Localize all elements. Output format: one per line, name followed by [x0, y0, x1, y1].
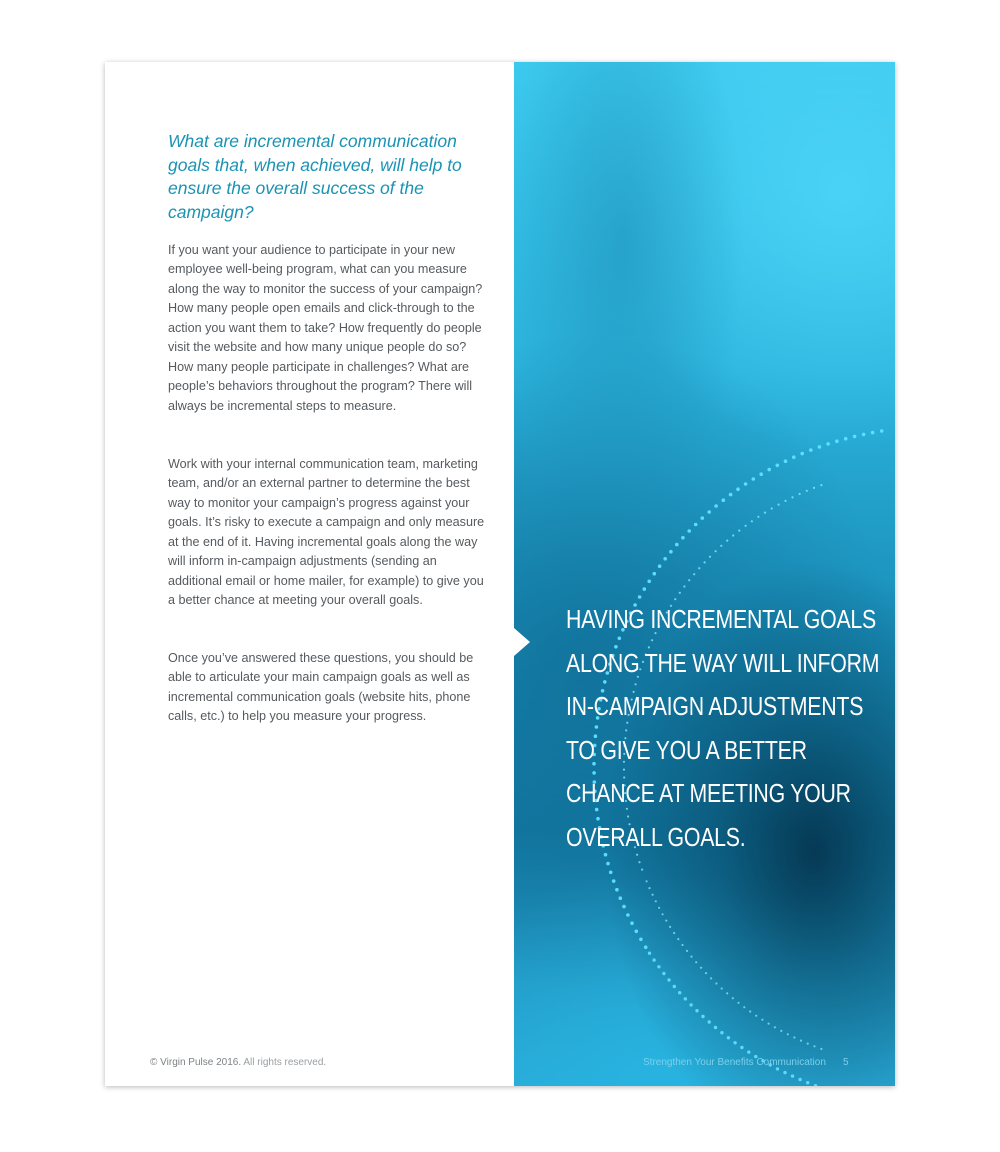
page-number: 5 — [843, 1057, 849, 1068]
text-column — [105, 62, 514, 1086]
pull-quote-line: IN-CAMPAIGN ADJUSTMENTS — [566, 691, 864, 721]
section-question-heading: What are incremental communication goals that, when achieved, will help to ensure the overall success of the campaign? — [168, 131, 462, 222]
dotted-arc-decoration — [514, 62, 895, 1086]
pull-quote-panel — [514, 62, 895, 1086]
pull-quote-line: CHANCE AT MEETING YOUR — [566, 778, 851, 808]
pull-quote-line: ALONG THE WAY WILL INFORM — [566, 647, 880, 678]
body-paragraph-1: If you want your audience to participate in your new employee well-being program, what can you measure along the way to monitor the success of your campaign? How many people open emails and click-through to the action you want them to take? How frequently do people visit the website and how many unique people do so? How many people participate in challenges? What are people’s behaviors throughout the program? There will always be incremental steps to measure. — [168, 243, 483, 413]
body-paragraph-2: Work with your internal communication team, marketing team, and/or an external partner to determine the best way to monitor your campaign’s progress against your goals. It’s risky to execute a campaign and only measure at the end of it. Having incremental goals along the way will inform in-campaign adjustments (sending an additional email or home mailer, for example) to give you a better chance at meeting your overall goals. — [168, 457, 485, 608]
copyright-rights: All rights reserved. — [243, 1057, 327, 1068]
pull-quote — [566, 598, 880, 859]
brochure-page — [105, 62, 895, 1086]
copyright-brand: © Virgin Pulse 2016. — [150, 1057, 242, 1068]
pull-quote-line: HAVING INCREMENTAL GOALS — [566, 604, 877, 634]
pull-quote-line: TO GIVE YOU A BETTER — [566, 734, 807, 765]
copyright-footer — [150, 1057, 326, 1068]
panel-notch-arrow — [514, 628, 530, 656]
document-title-footer: Strengthen Your Benefits Communication — [643, 1057, 826, 1068]
body-paragraph-3: Once you’ve answered these questions, you should be able to articulate your main campaign goals as well as incremental communication goals (website hits, phone calls, etc.) to help you measure your progress. — [168, 651, 474, 724]
pull-quote-line: OVERALL GOALS. — [566, 821, 746, 852]
